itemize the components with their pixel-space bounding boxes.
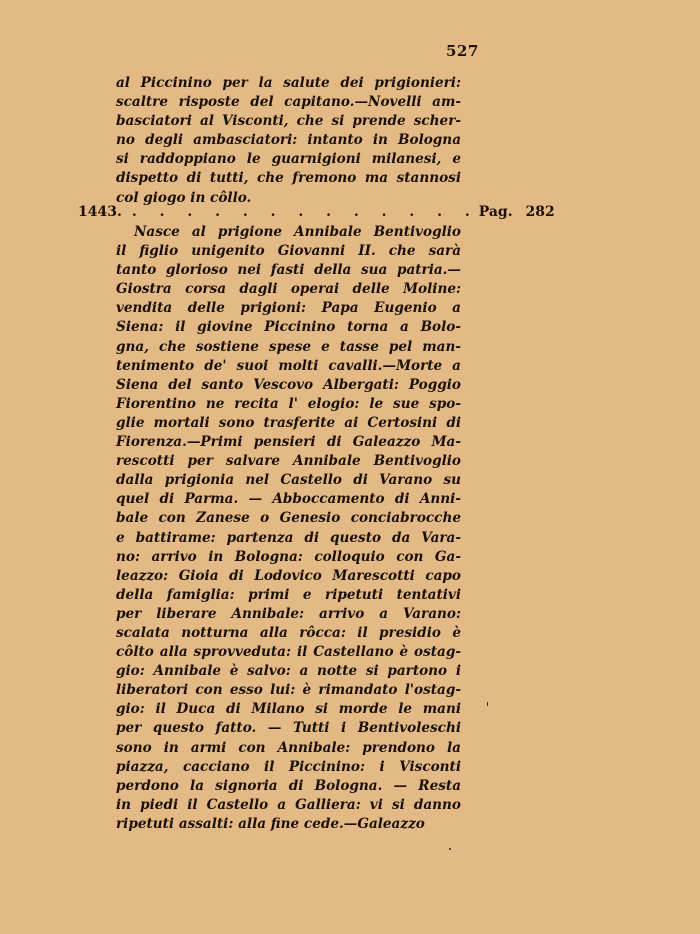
- text-line: scalata notturna alla rôcca: il presidio è: [116, 624, 461, 641]
- text-line: Nasce al prigione Annibale Bentivoglio: [134, 224, 461, 240]
- text-line: dispetto di tutti, che fremono ma stannosi: [116, 170, 461, 187]
- text-line: per questo fatto. — Tutti i Bentivoleschi: [116, 720, 461, 737]
- text-block-entry: [116, 223, 461, 834]
- text-line: Giostra corsa dagli operai delle Moline:: [116, 281, 461, 298]
- text-line: al Piccinino per la salute dei prigionieri:: [116, 75, 461, 91]
- text-line: perdono la signoria di Bologna. — Resta: [116, 777, 461, 794]
- text-line: si raddoppiano le guarnigioni milanesi, e: [116, 151, 461, 168]
- text-line: tenimento de' suoi molti cavalli.—Morte a: [116, 357, 461, 374]
- text-line: il figlio unigenito Giovanni II. che sarà: [116, 243, 461, 260]
- text-line: per liberare Annibale: arrivo a Varano:: [116, 605, 461, 622]
- text-line: bale con Zanese o Genesio conciabrocche: [116, 510, 461, 527]
- text-line: rescotti per salvare Annibale Bentivoglio: [116, 453, 461, 470]
- page-number: 527: [446, 42, 479, 60]
- text-line: glie mortali sono trasferite ai Certosini di: [116, 414, 461, 431]
- text-line: no degli ambasciatori: intanto in Bologna: [116, 132, 461, 149]
- paper-speck: [449, 848, 451, 850]
- text-line: basciatori al Visconti, che si prende scher-: [116, 113, 461, 130]
- text-line: gna, che sostiene spese e tasse pel man-: [116, 338, 461, 355]
- text-line: quel di Parma. — Abboccamento di Anni-: [116, 491, 461, 508]
- text-line: dalla prigionia nel Castello di Varano su: [116, 472, 461, 489]
- text-line: gio: Annibale è salvo: a notte si partono i: [116, 663, 461, 680]
- text-line: no: arrivo in Bologna: colloquio con Ga-: [116, 548, 461, 565]
- text-line: Siena del santo Vescovo Albergati: Poggio: [116, 376, 461, 393]
- text-line: côlto alla sprovveduta: il Castellano è ostag-: [116, 644, 461, 661]
- text-line: in piedi il Castello a Galliera: vi si danno: [116, 796, 461, 813]
- text-line: e battirame: partenza di questo da Vara-: [116, 529, 461, 546]
- text-line: liberatori con esso lui: è rimandato l'ostag-: [116, 682, 461, 699]
- text-line: Siena: il giovine Piccinino torna a Bolo-: [116, 319, 461, 336]
- text-line: sono in armi con Annibale: prendono la: [116, 739, 461, 756]
- text-line: della famiglia: primi e ripetuti tentativi: [116, 586, 461, 603]
- text-line: vendita delle prigioni: Papa Eugenio a: [116, 300, 461, 317]
- text-line: tanto glorioso nei fasti della sua patria.—: [116, 262, 461, 279]
- text-line: Fiorenza.—Primi pensieri di Galeazzo Ma-: [116, 434, 461, 451]
- page-reference-label: Pag.: [478, 204, 513, 220]
- entry-year: 1443.: [78, 204, 122, 220]
- page-reference-number: 282: [525, 204, 555, 220]
- leader-dots: . . . . . . . . . . . . .: [131, 204, 479, 220]
- paper-speck: [487, 702, 488, 706]
- text-line: Fiorentino ne recita l' elogio: le sue spo-: [116, 395, 461, 412]
- page-reference: [479, 204, 555, 220]
- text-line: ripetuti assalti: alla fine cede.—Galeazzo: [116, 815, 425, 832]
- text-line: gio: il Duca di Milano si morde le mani: [116, 701, 461, 718]
- text-line: col giogo in côllo.: [116, 189, 252, 206]
- year-entry-header: [78, 204, 555, 220]
- text-line: piazza, cacciano il Piccinino: i Visconti: [116, 758, 461, 775]
- text-line: leazzo: Gioia di Lodovico Marescotti capo: [116, 567, 461, 584]
- text-line: scaltre risposte del capitano.—Novelli am-: [116, 94, 461, 111]
- text-block-continuation: [116, 74, 461, 208]
